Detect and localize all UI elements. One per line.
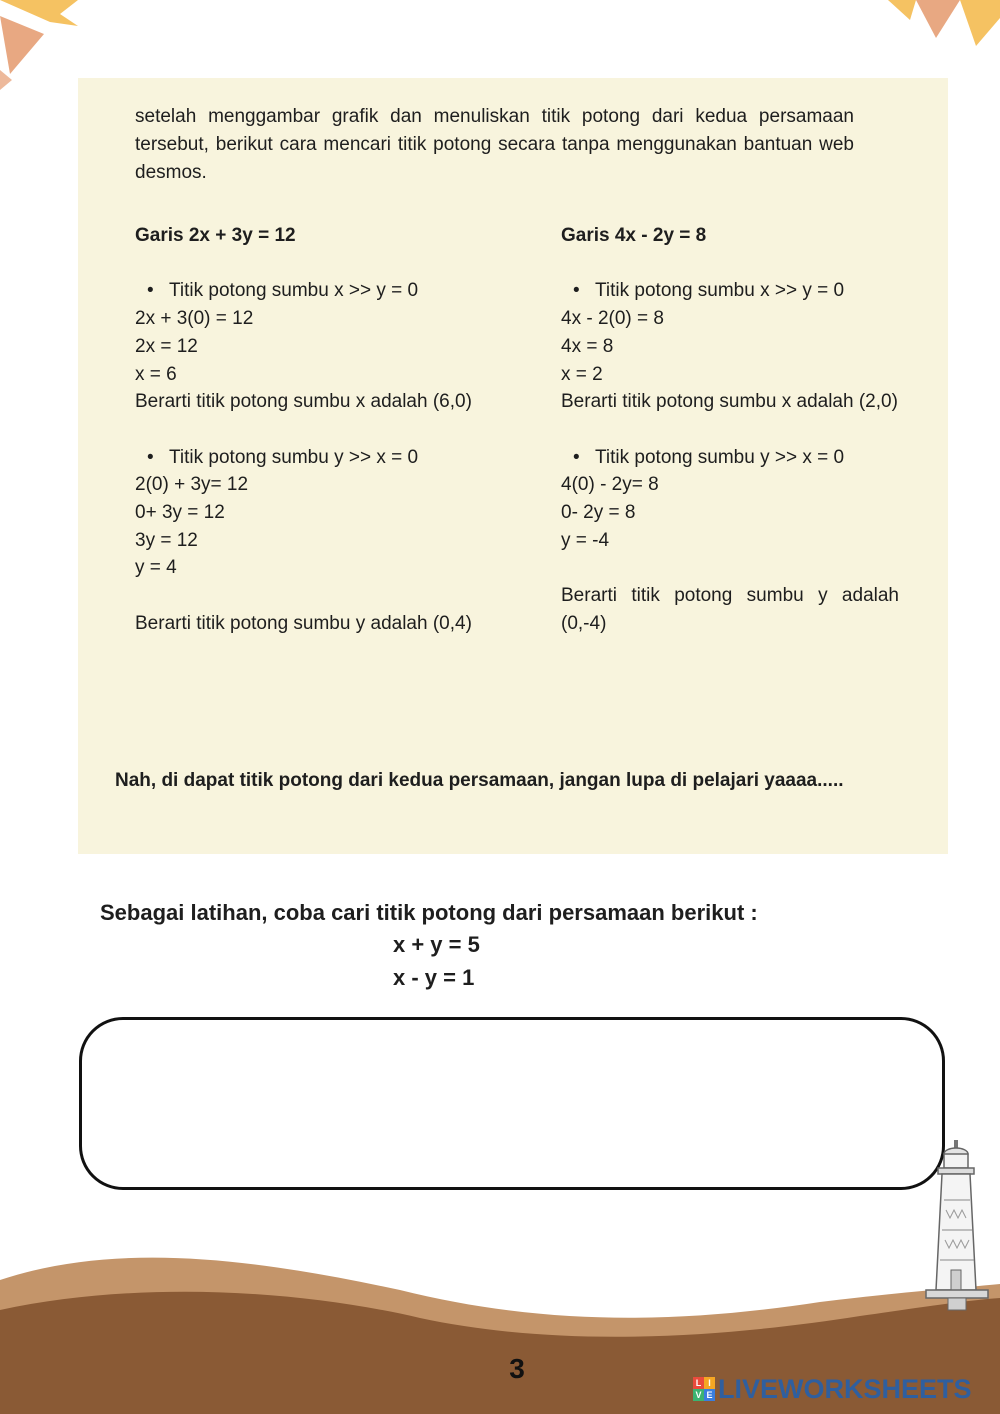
page-number: 3	[509, 1353, 525, 1384]
right-heading: Garis 4x - 2y = 8	[561, 225, 707, 246]
right-x-conclusion: Berarti titik potong sumbu x adalah (2,0)	[561, 391, 898, 413]
left-bullet-y	[135, 444, 473, 472]
closing-note: Nah, di dapat titik potong dari kedua persamaan, jangan lupa di pelajari yaaaa.....	[115, 770, 844, 791]
right-y-conclusion: Berarti titik potong sumbu y adalah (0,-4)	[561, 585, 899, 634]
left-bullet-y-text: Titik potong sumbu y >> x = 0	[169, 446, 419, 468]
bullet-icon: •	[573, 446, 580, 468]
right-x-step: x = 2	[561, 363, 603, 385]
left-y-conclusion: Berarti titik potong sumbu y adalah (0,4)	[135, 612, 472, 634]
left-y-step: 0+ 3y = 12	[135, 502, 225, 523]
bullet-icon: •	[573, 280, 580, 302]
liveworksheets-logo	[693, 1374, 972, 1404]
logo-mark-icon: L I V E	[693, 1377, 715, 1401]
right-y-step: 4(0) - 2y= 8	[561, 474, 659, 496]
right-bullet-y-text: Titik potong sumbu y >> x = 0	[595, 446, 845, 468]
bullet-icon: •	[147, 280, 154, 302]
left-y-step: y = 4	[135, 557, 177, 579]
bullet-icon: •	[147, 446, 154, 468]
logo-text: LIVEWORKSHEETS	[718, 1374, 972, 1404]
right-bullet-x	[561, 277, 899, 305]
right-y-step: 0- 2y = 8	[561, 502, 636, 523]
exercise-title: Sebagai latihan, coba cari titik potong dari persamaan berikut :	[100, 900, 758, 925]
right-x-step: 4x - 2(0) = 8	[561, 308, 664, 330]
left-y-step: 2(0) + 3y= 12	[135, 474, 249, 496]
tower-illustration	[918, 1140, 998, 1312]
left-x-step: x = 6	[135, 363, 177, 385]
intro-paragraph: setelah menggambar grafik dan menuliskan titik potong dari kedua persamaan tersebut, berikut cara mencari titik potong secara tanpa menggunakan bantuan web desmos.	[135, 106, 854, 183]
right-bullet-y	[561, 444, 899, 472]
left-x-conclusion: Berarti titik potong sumbu x adalah (6,0)	[135, 391, 472, 413]
exercise-equation-1: x + y = 5	[393, 932, 480, 957]
right-y-step: y = -4	[561, 529, 610, 551]
answer-box[interactable]	[79, 1017, 945, 1190]
left-bullet-x-text: Titik potong sumbu x >> y = 0	[169, 280, 419, 302]
right-bullet-x-text: Titik potong sumbu x >> y = 0	[595, 280, 845, 302]
left-x-step: 2x + 3(0) = 12	[135, 308, 254, 330]
left-heading: Garis 2x + 3y = 12	[135, 225, 296, 246]
left-x-step: 2x = 12	[135, 335, 198, 357]
right-x-step: 4x = 8	[561, 335, 614, 357]
bunting-right-decoration	[888, 0, 1000, 50]
right-column	[561, 222, 899, 638]
exercise-equation-2: x - y = 1	[393, 965, 475, 990]
left-bullet-x	[135, 277, 473, 305]
left-column	[135, 222, 473, 638]
bunting-left-decoration	[0, 0, 90, 90]
left-y-step: 3y = 12	[135, 529, 198, 551]
